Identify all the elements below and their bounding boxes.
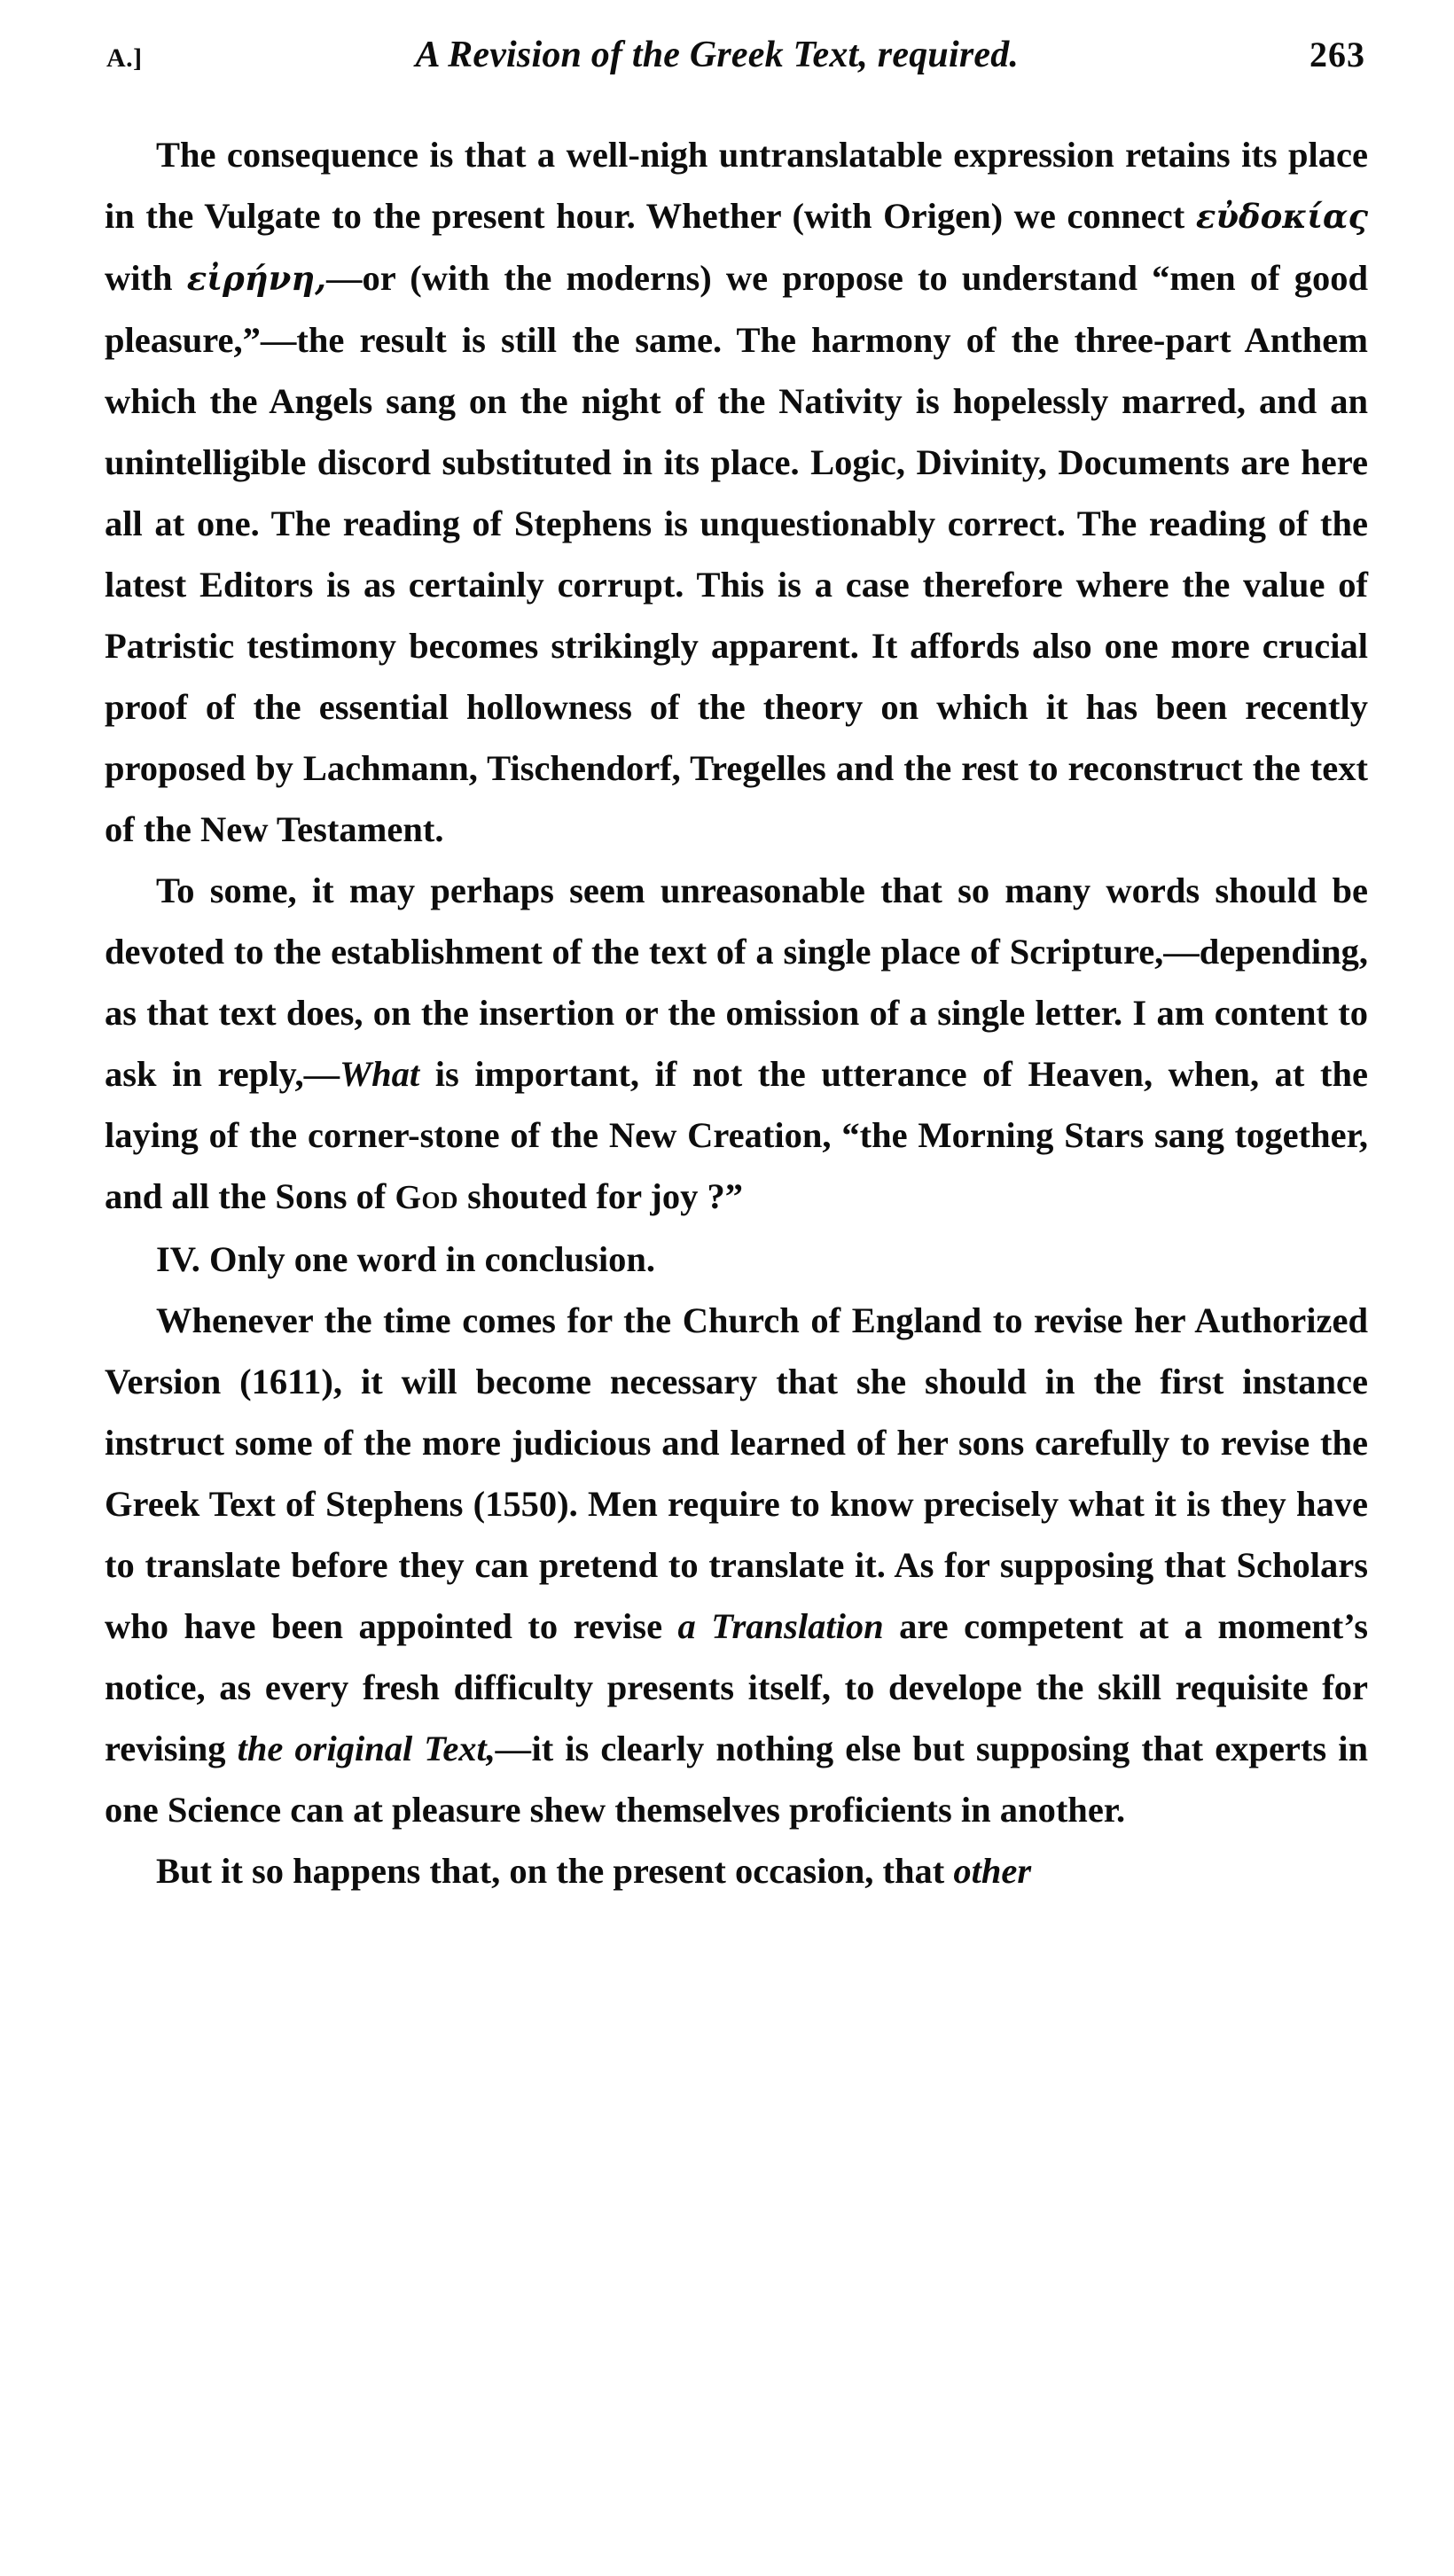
paragraph [105,860,1368,1229]
running-title: A Revision of the Greek Text, required. [415,35,1020,75]
text-run: But it so happens that, on the present occasion, that [156,1851,954,1891]
text-run: IV. Only one word in conclusion. [156,1239,656,1279]
greek-phrase: εὐδοκίας [1195,197,1368,236]
text-run: is important, if not the utterance of Heaven, when, at the laying of the corner-stone of the New Creation, “the Morning Stars sang together, and all the Sons of [105,1054,1368,1216]
text-run: are competent at a moment’s notice, as every fresh difficulty presents itself, to develope the skill requisite for revising [105,1606,1368,1768]
text-run: —or (with the moderns) we propose to understand “men of good pleasure,”—the result is still the same. The harmony of the three-part Anthem which the Angels sang on the night of the Nativity is hopelessly marred, and an unintelligible discord substituted in its place. Logic, Divinity, Documents are here all at one. The reading of Stephens is unquestionably correct. The reading of the latest Editors is as certainly corrupt. This is a case therefore where the value of Patristic testimony becomes strikingly apparent. It affords also one more crucial proof of the essential hollowness of the theory on which it has been recently proposed by Lachmann, Tischendorf, Tregelles and the rest to reconstruct the text of the New Testament. [105,258,1368,849]
emphasized-phrase: a Translation [677,1606,884,1646]
page-body [105,124,1368,1901]
small-caps-phrase: God [395,1179,459,1216]
page-header [106,34,1365,87]
paragraph [105,124,1368,860]
paragraph [105,1229,1368,1290]
header-section-marker: A.] [106,43,143,73]
page-number: 263 [1309,35,1365,74]
emphasized-phrase: What [340,1054,420,1094]
paragraph [105,1840,1368,1901]
greek-phrase: εἰρήνη, [186,259,327,298]
text-run: shouted for joy ?” [458,1176,744,1216]
text-run: To some, it may perhaps seem unreasonable that so many words should be devoted to the establishment of the text of a single place of Scripture,—depending, as that text does, on the insertion or the omission of a single letter. I am content to ask in reply,— [105,870,1368,1094]
emphasized-phrase: other [953,1851,1032,1891]
emphasized-phrase: the original Text,— [237,1729,532,1768]
paragraph [105,1290,1368,1840]
text-run: with [105,258,187,298]
text-run: it is clearly nothing else but supposing that experts in one Science can at pleasure shew themselves proficients in another. [105,1729,1369,1830]
text-run: Whenever the time comes for the Church of England to revise her Authorized Version (1611), it will become necessary that she should in the first instance instruct some of the more judicious and learned of her sons carefully to revise the Greek Text of Stephens (1550). Men require to know precisely what it is they have to translate before they can pretend to translate it. As for supposing that Scholars who have been appointed to revise [105,1300,1368,1646]
text-run: The consequence is that a well-nigh untranslatable expression retains its place in the Vulgate to the present hour. Whether (with Origen) we connect [105,135,1368,236]
